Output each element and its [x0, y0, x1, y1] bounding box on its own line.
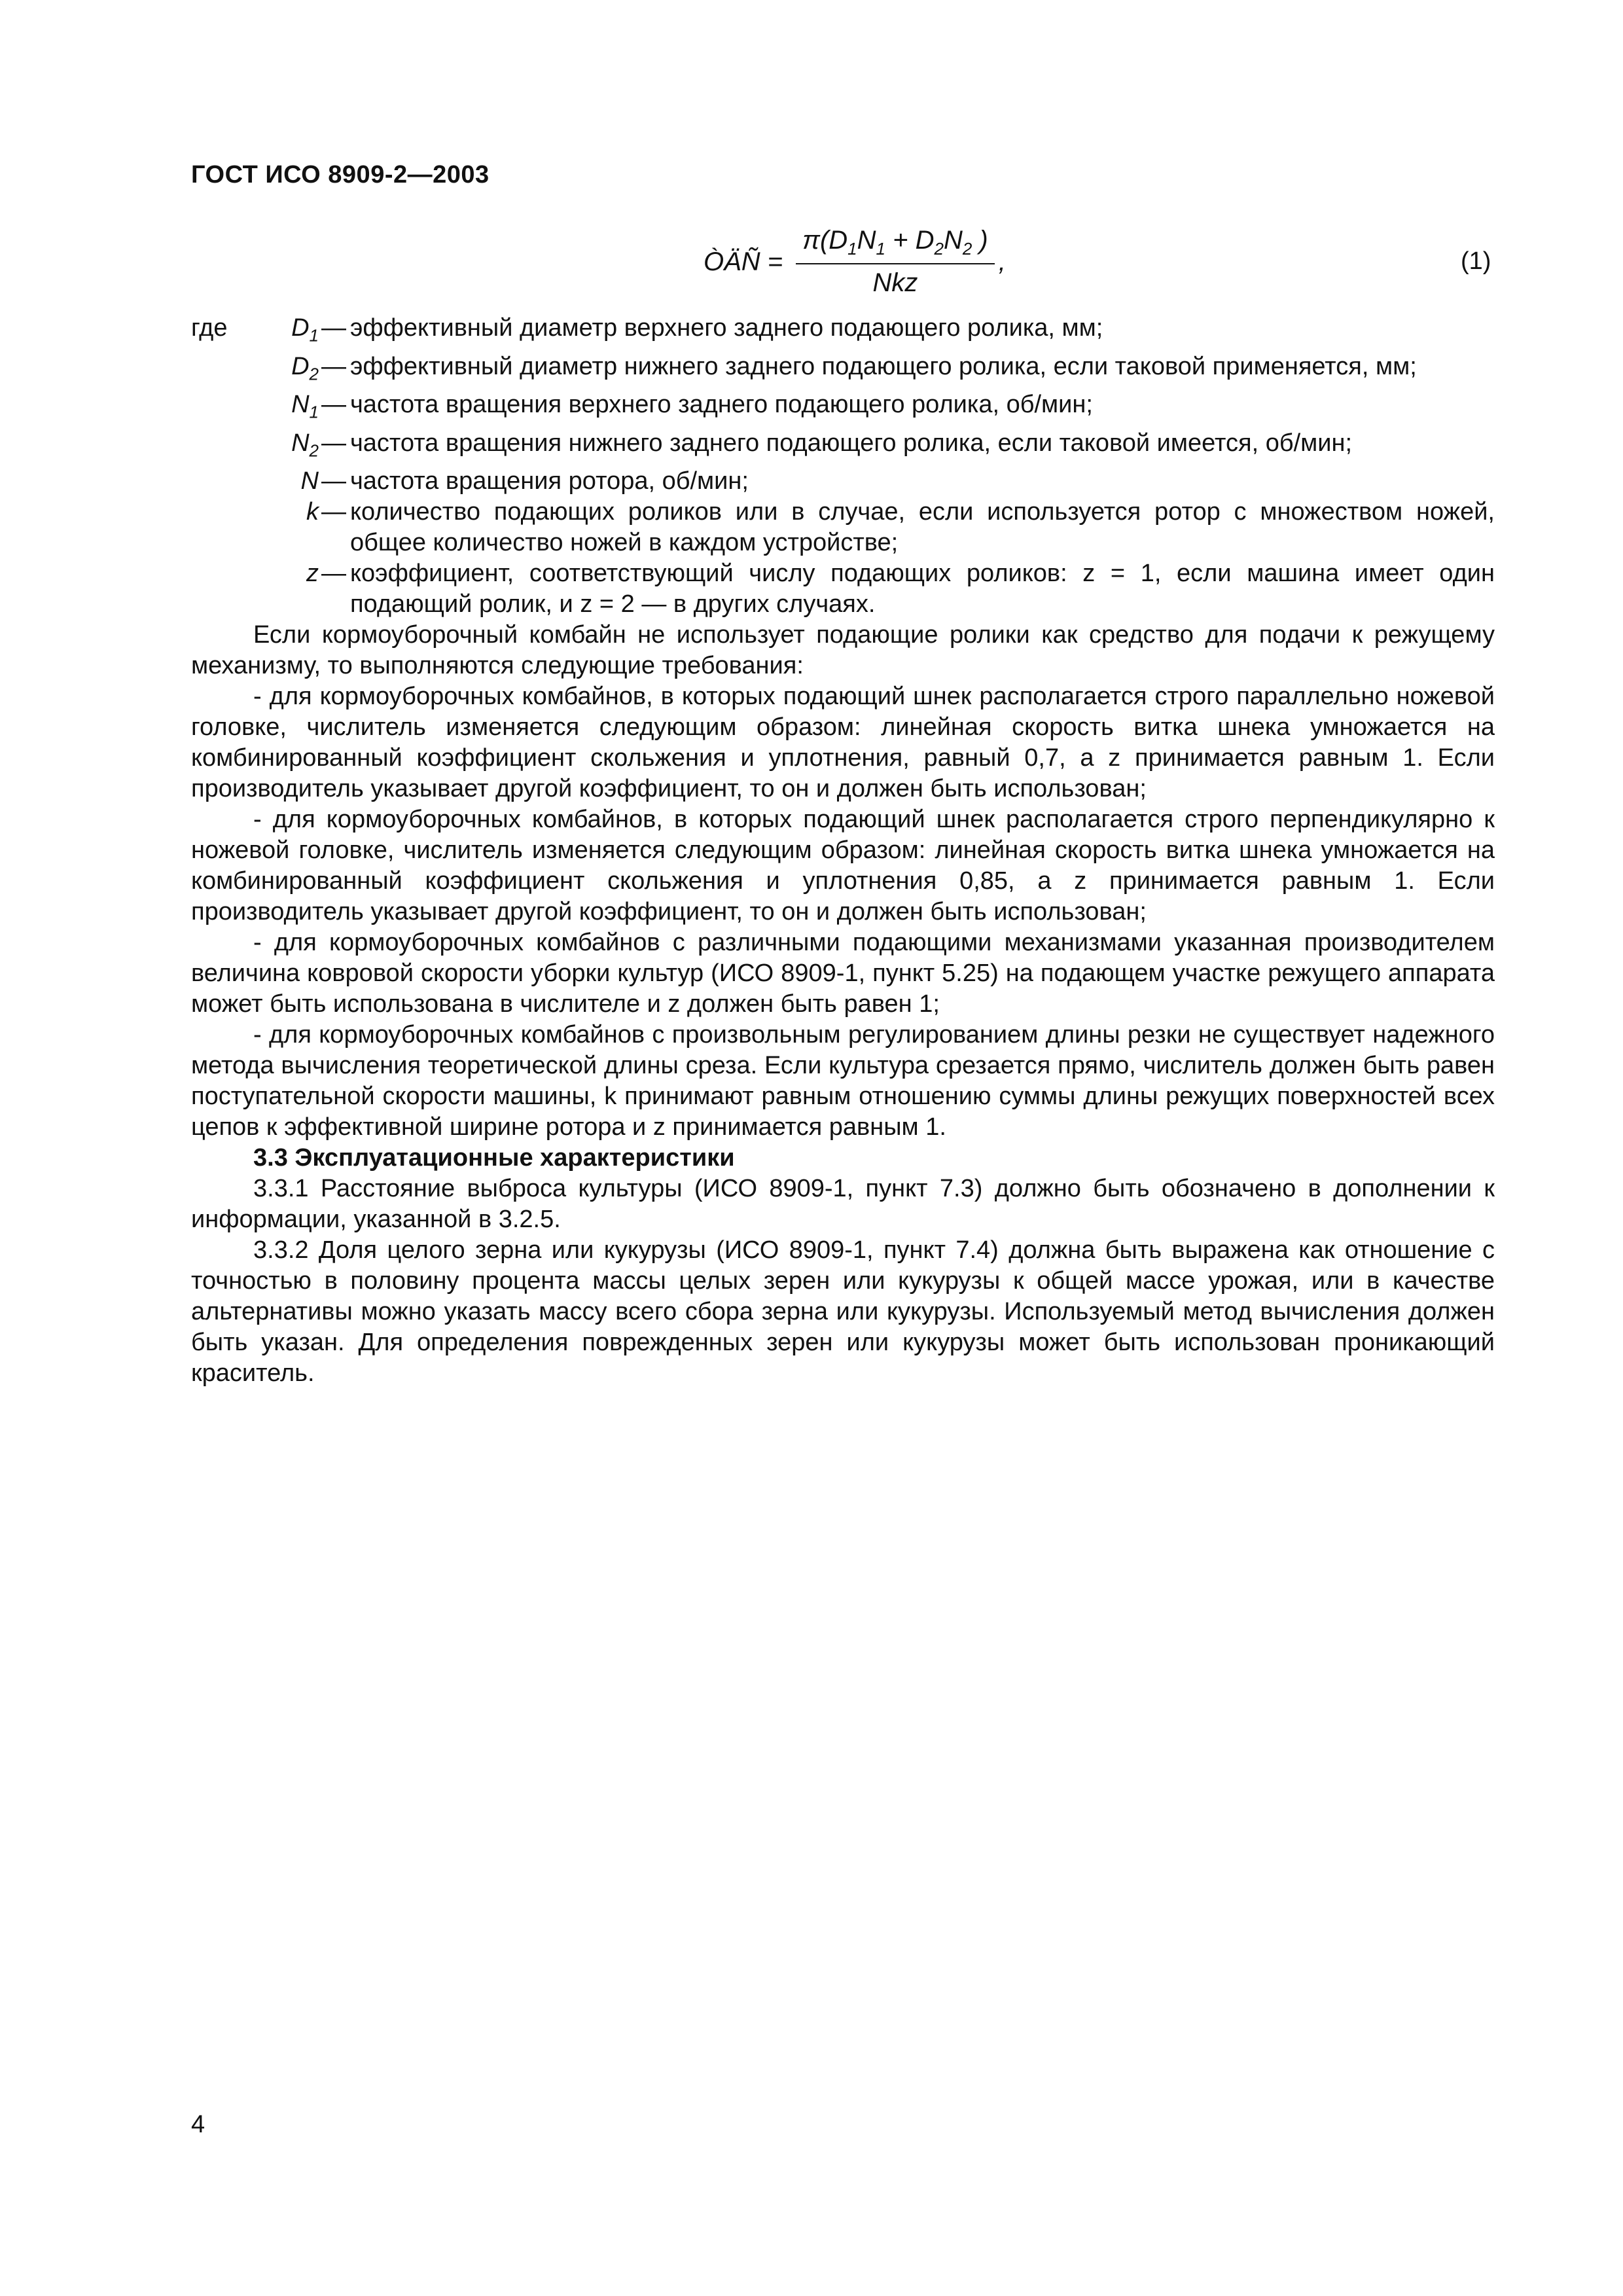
- where-row: [191, 389, 1495, 428]
- where-description: количество подающих роликов или в случае, если используется ротор с множеством ножей, общее количество ножей в каждом устройстве;: [350, 498, 1495, 557]
- where-description: эффективный диаметр нижнего заднего подающего ролика, если таковой применяется, мм;: [350, 352, 1417, 380]
- where-dash: —: [321, 560, 346, 588]
- paragraph: 3.3.1 Расстояние выброса культуры (ИСО 8909-1, пункт 7.3) должно быть обозначено в дополнении к информации, указанной в 3.2.5.: [191, 1175, 1495, 1234]
- paragraph: 3.3.2 Доля целого зерна или кукурузы (ИСО 8909-1, пункт 7.4) должна быть выражена как отношение с точностью в половину процента массы целых зерен или кукурузы к общей массе урожая, или в качестве альтернативы можно указать массу всего сбора зерна или кукурузы. Используемый метод вычисления должен быть указан. Для определения поврежденных зерен или кукурузы может быть использован проникающий краситель.: [191, 1236, 1495, 1388]
- section-heading: 3.3 Эксплуатационные характеристики: [253, 1144, 735, 1172]
- where-row: [191, 497, 1495, 558]
- where-dash: —: [321, 314, 346, 342]
- where-row: [191, 428, 1495, 467]
- where-dash: —: [321, 352, 346, 380]
- where-description: частота вращения ротора, об/мин;: [350, 467, 749, 495]
- where-row: [191, 466, 1495, 497]
- formula: [704, 226, 1006, 298]
- page-header: ГОСТ ИСО 8909-2—2003: [191, 161, 490, 188]
- formula-comma: ,: [998, 247, 1006, 276]
- where-dash: —: [321, 429, 346, 457]
- paragraph: - для кормоуборочных комбайнов с различными подающими механизмами указанная производителем величина ковровой скорости уборки культур (ИСО 8909-1, пункт 5.25) на подающем участке режущего аппарата может быть использована в числителе и z должен быть равен 1;: [191, 929, 1495, 1018]
- where-row: [191, 351, 1495, 390]
- where-symbol: $D_2$: [291, 352, 319, 384]
- where-row: [191, 558, 1495, 620]
- formula-numerator: $\pi(D_1N_1 + D_2N_2$ ): [796, 226, 995, 264]
- where-dash: —: [321, 391, 346, 419]
- where-prefix: где: [191, 314, 228, 342]
- paragraph: - для кормоуборочных комбайнов с произвольным регулированием длины резки не существует надежного метода вычисления теоретической длины среза. Если культура срезается прямо, числитель должен быть равен поступательной скорости машины, k принимают равным отношению суммы длины режущих поверхностей всех цепов к эффективной ширине ротора и z принимается равным 1.: [191, 1021, 1495, 1141]
- text-block: [191, 313, 1495, 1389]
- paragraph: - для кормоуборочных комбайнов, в которых подающий шнек располагается строго перпендикулярно к ножевой головке, числитель изменяется следующим образом: линейная скорость витка шнека умножается на комбинированный коэффициент скольжения и уплотнения 0,85, а z принимается равным 1. Если производитель указывает другой коэффициент, то он и должен быть использован;: [191, 806, 1495, 926]
- where-row: [191, 313, 1495, 351]
- where-symbol: $D_1$: [291, 314, 319, 346]
- where-symbol: z: [306, 560, 319, 588]
- where-description: коэффициент, соответствующий числу подающих роликов: z = 1, если машина имеет один подающий ролик, и z = 2 — в других случаях.: [350, 560, 1495, 619]
- where-description: частота вращения нижнего заднего подающего ролика, если таковой имеется, об/мин;: [350, 429, 1353, 457]
- where-description: эффективный диаметр верхнего заднего подающего ролика, мм;: [350, 314, 1103, 342]
- where-dash: —: [321, 498, 346, 526]
- formula-denominator: Nkz: [872, 268, 918, 297]
- formula-fraction: [796, 226, 995, 298]
- where-symbol: k: [306, 498, 319, 526]
- page-number: 4: [191, 2111, 205, 2138]
- paragraph: Если кормоуборочный комбайн не использует подающие ролики как средство для подачи к режущему механизму, то выполняются следующие требования:: [191, 621, 1495, 680]
- formula-number: (1): [1461, 247, 1491, 275]
- where-symbol: $N_1$: [291, 391, 319, 422]
- where-description: частота вращения верхнего заднего подающего ролика, об/мин;: [350, 391, 1093, 419]
- where-dash: —: [321, 467, 346, 495]
- where-symbol: $N_2$: [291, 429, 319, 461]
- paragraph: - для кормоуборочных комбайнов, в которых подающий шнек располагается строго параллельно ножевой головке, числитель изменяется следующим образом: линейная скорость витка шнека умножается на комбинированный коэффициент скольжения и уплотнения, равный 0,7, а z принимается равным 1. Если производитель указывает другой коэффициент, то он и должен быть использован;: [191, 683, 1495, 803]
- formula-lhs: ÒÄÑ =: [704, 247, 783, 276]
- where-symbol: N: [300, 467, 319, 495]
